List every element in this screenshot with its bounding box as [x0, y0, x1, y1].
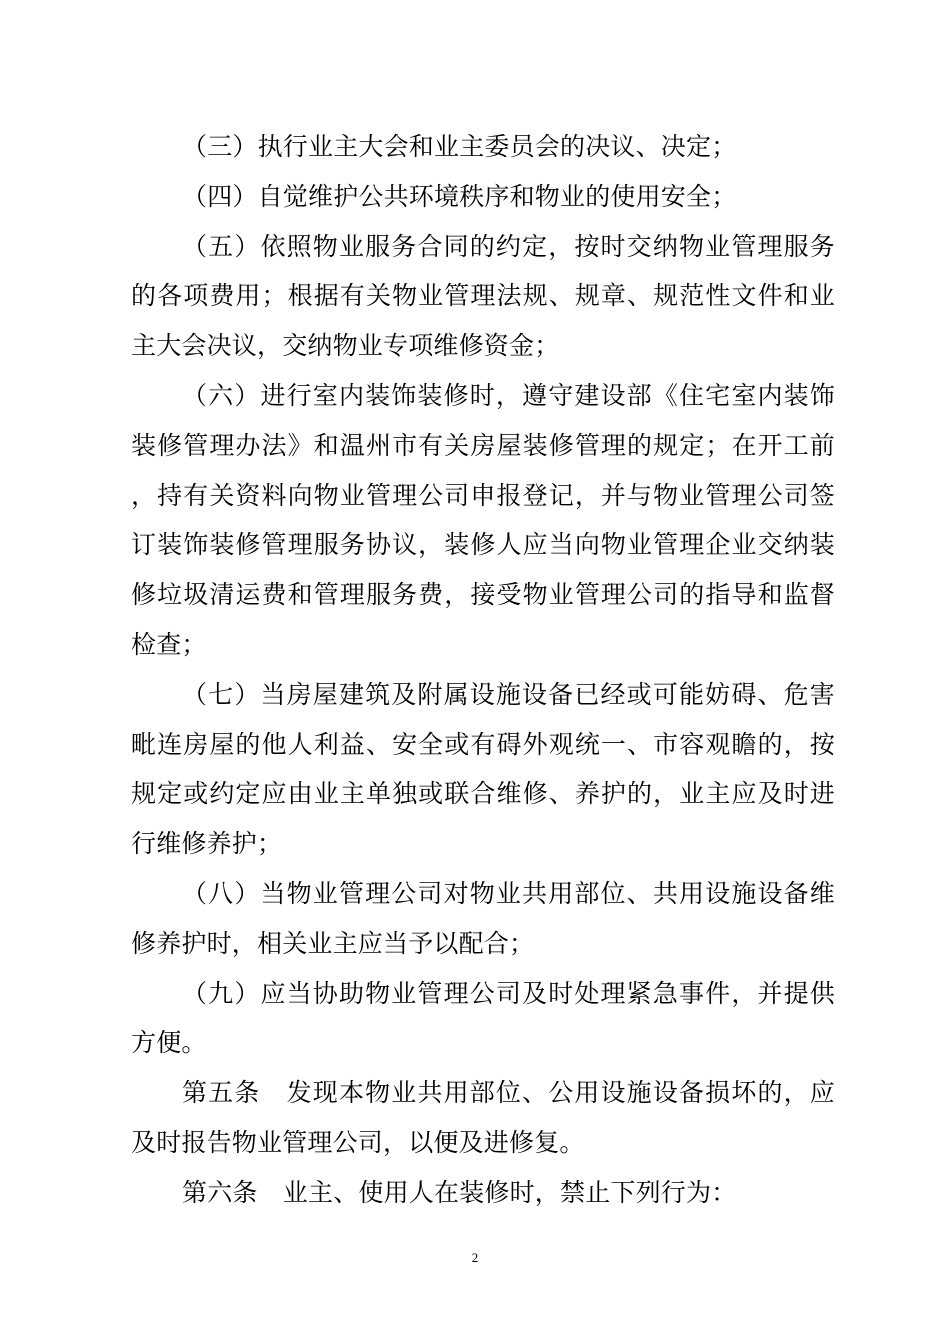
paragraph-item-3: （三）执行业主大会和业主委员会的决议、决定；: [182, 132, 737, 161]
page-number: 2: [471, 1250, 479, 1265]
paragraph-item-6: （六）进行室内装饰装修时，遵守建设部《住宅室内装饰装修管理办法》和温州市有关房屋装修管理的规定；在开工前，持有关资料向物业管理公司申报登记，并与物业管理公司签订装饰装修管理服务协议，装修人应当向物业管理企业交纳装修垃圾清运费和管理服务费，接受物业管理公司的指导和监督检查；: [131, 380, 835, 659]
article-6-paragraph: 第六条 业主、使用人在装修时，禁止下列行为：: [182, 1177, 737, 1207]
paragraph-item-8: （八）当物业管理公司对物业共用部位、共用设施设备维修养护时，相关业主应当予以配合；: [131, 878, 835, 958]
paragraph-item-7: （七）当房屋建筑及附属设施设备已经或可能妨碍、危害毗连房屋的他人利益、安全或有碍外观统一、市容观瞻的，按规定或约定应由业主单独或联合维修、养护的，业主应及时进行维修养护；: [131, 679, 835, 859]
document-body: [131, 122, 835, 1218]
paragraph-item-5: （五）依照物业服务合同的约定，按时交纳物业管理服务的各项费用；根据有关物业管理法规、规章、规范性文件和业主大会决议，交纳物业专项维修资金；: [131, 231, 835, 361]
paragraph-item-9: （九）应当协助物业管理公司及时处理紧急事件，并提供方便。: [131, 978, 835, 1058]
article-5-paragraph: 第五条 发现本物业共用部位、公用设施设备损坏的，应及时报告物业管理公司，以便及进修复。: [131, 1078, 835, 1157]
paragraph-item-4: （四）自觉维护公共环境秩序和物业的使用安全；: [182, 181, 737, 211]
